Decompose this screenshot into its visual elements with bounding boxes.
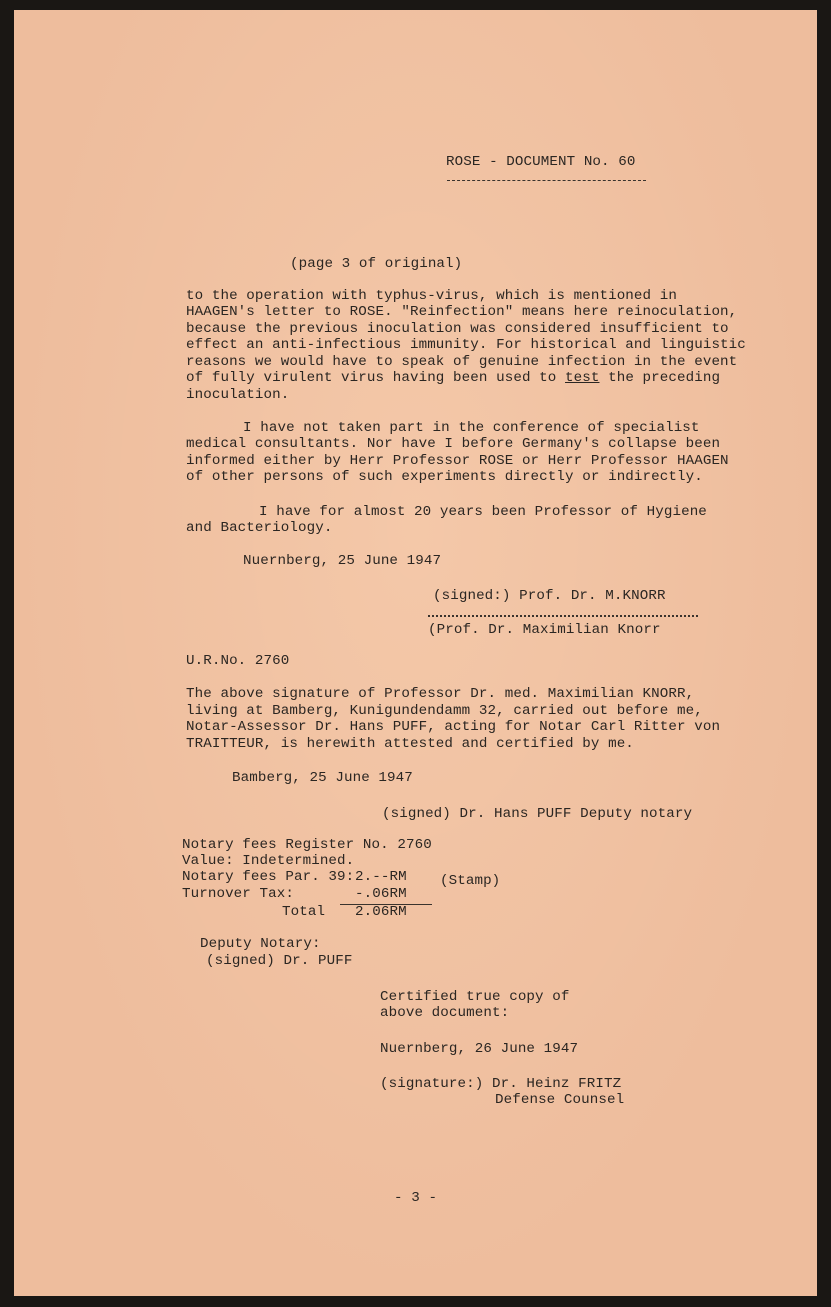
counsel-title: Defense Counsel [495,1092,625,1108]
text-line: living at Bamberg, Kunigundendamm 32, carried out before me, [186,703,703,719]
signature-knorr: (signed:) Prof. Dr. M.KNORR [433,588,666,604]
text-segment: of fully virulent virus having been used to [186,370,566,386]
page-reference: (page 3 of original) [290,256,463,272]
signature-knorr-name: (Prof. Dr. Maximilian Knorr [428,622,661,638]
text-line: because the previous inoculation was considered insufficient to [186,321,729,337]
text-line: medical consultants. Nor have I before Germany's collapse been [186,436,721,452]
text-line: Notar-Assessor Dr. Hans PUFF, acting for Notar Carl Ritter von [186,719,721,735]
text-line: to the operation with typhus-virus, which is mentioned in [186,288,677,304]
text-line: TRAITTEUR, is herewith attested and certified by me. [186,736,634,752]
deputy-signature: (signed) Dr. PUFF [206,953,353,969]
document-number: ROSE - DOCUMENT No. 60 [446,154,636,170]
total-value: 2.06RM [355,904,407,920]
fees-par39-label: Notary fees Par. 39: [182,869,355,885]
tax-label: Turnover Tax: [182,886,294,902]
text-line: I have not taken part in the conference of specialist [243,420,700,436]
certified-copy: Certified true copy of [380,989,570,1005]
place-date: Bamberg, 25 June 1947 [232,770,413,786]
place-date: Nuernberg, 26 June 1947 [380,1041,579,1057]
tax-value: -.06RM [355,886,407,902]
text-segment: the preceding [599,370,721,386]
text-line: HAAGEN's letter to ROSE. "Reinfection" means here reinoculation, [186,304,738,320]
deputy-title: Deputy Notary: [200,936,321,952]
certified-copy: above document: [380,1005,510,1021]
document-number-underline [447,180,646,181]
text-line: The above signature of Professor Dr. med. Maximilian KNORR, [186,686,695,702]
signature-puff: (signed) Dr. Hans PUFF Deputy notary [382,806,693,822]
signature-dotted-line [428,615,698,617]
register-number: U.R.No. 2760 [186,653,290,669]
underlined-word: test [565,370,600,386]
text-line: and Bacteriology. [186,520,333,536]
text-line: informed either by Herr Professor ROSE or Herr Professor HAAGEN [186,453,729,469]
stamp-note: (Stamp) [440,873,501,889]
document-page [14,10,817,1296]
page-number: - 3 - [394,1190,438,1206]
text-line [186,370,720,387]
fees-register: Notary fees Register No. 2760 [182,837,432,853]
text-line: of other persons of such experiments directly or indirectly. [186,469,703,485]
fees-value: Value: Indetermined. [182,853,355,869]
counsel-signature: (signature:) Dr. Heinz FRITZ [380,1076,622,1092]
total-label: Total [282,904,326,920]
text-line: I have for almost 20 years been Professor of Hygiene [259,504,707,520]
text-line: inoculation. [186,387,290,403]
text-line: effect an anti-infectious immunity. For historical and linguistic [186,337,746,353]
text-line: reasons we would have to speak of genuine infection in the event [186,354,738,370]
fees-par39-value: 2.--RM [355,869,407,885]
place-date: Nuernberg, 25 June 1947 [243,553,442,569]
